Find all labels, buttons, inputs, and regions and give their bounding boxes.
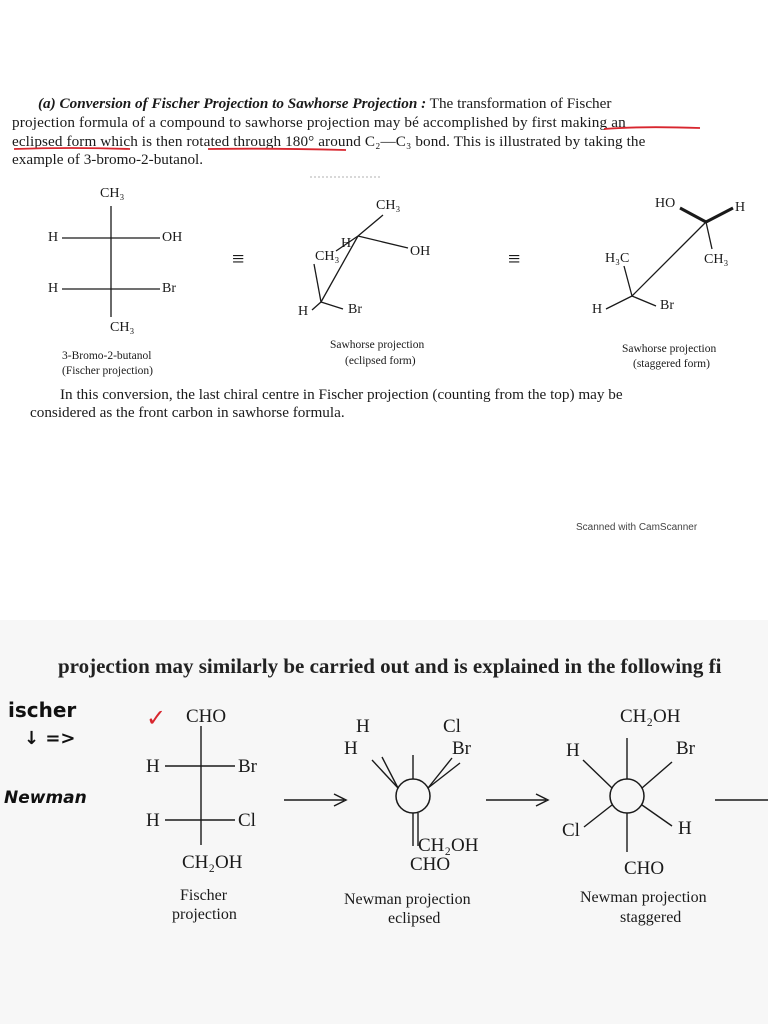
equiv-sign-2: ≡	[508, 246, 521, 271]
newman-staggered-cho: CHO	[624, 858, 665, 879]
newman-eclipsed-h-b: H	[344, 738, 358, 759]
red-check-mark: ✓	[146, 706, 167, 732]
newman-eclipsed-br: Br	[452, 738, 471, 759]
bottom-fischer-caption-1: Fischer	[180, 887, 228, 904]
eclipsed-br: Br	[348, 302, 362, 317]
eclipsed-oh: OH	[410, 244, 431, 259]
newman-eclipsed-h-a: H	[356, 716, 370, 737]
fischer-h-2: H	[48, 281, 59, 296]
section-heading: (a) Conversion of Fischer Projection to Sawhorse Projection :	[38, 95, 427, 112]
newman-staggered-h-right: H	[678, 818, 692, 839]
newman-staggered-h-left: H	[566, 740, 580, 761]
footer-line-1: In this conversion, the last chiral centre in Fischer projection (counting from the top) may be	[60, 386, 623, 403]
newman-eclipsed-ch2oh: CH₂OH	[418, 835, 479, 856]
eclipsed-h: H	[341, 236, 352, 251]
staggered-h3c: H₃C	[605, 251, 630, 266]
bottom-fischer-h-2: H	[146, 810, 160, 831]
fischer-h-1: H	[48, 230, 59, 245]
bottom-fischer-cho: CHO	[186, 706, 227, 727]
para-line-1: The transformation of Fischer	[429, 95, 612, 112]
para-line-4: example of 3-bromo-2-butanol.	[12, 151, 204, 168]
bottom-fischer-ch2oh: CH₂OH	[182, 852, 243, 873]
newman-staggered-lines	[0, 620, 768, 1024]
eclipsed-ch3-left: CH₃	[315, 249, 340, 264]
staggered-ho: HO	[655, 196, 676, 211]
bottom-fischer-caption-2: projection	[172, 906, 237, 923]
top-scan-panel	[0, 84, 768, 432]
staggered-h-bottom: H	[592, 302, 603, 317]
staggered-ch3-right: CH₃	[704, 252, 729, 267]
newman-eclipsed-caption-1: Newman projection	[344, 891, 471, 908]
footer-line-2: considered as the front carbon in sawhorse formula.	[30, 404, 345, 421]
newman-staggered-caption-2: staggered	[620, 909, 682, 926]
newman-eclipsed-cho: CHO	[410, 854, 451, 875]
newman-staggered-cl: Cl	[562, 820, 580, 841]
camscanner-watermark: Scanned with CamScanner	[576, 522, 698, 533]
staggered-h-top: H	[735, 200, 746, 215]
eclipsed-h-bottom: H	[298, 304, 309, 319]
eclipsed-caption-1: Sawhorse projection	[330, 339, 425, 351]
bottom-fischer-br: Br	[238, 756, 257, 777]
handwritten-note-3: Newman	[4, 788, 87, 808]
fischer-bottom-ch3: CH₃	[110, 320, 135, 335]
newman-staggered-caption-1: Newman projection	[580, 889, 707, 906]
fischer-top-ch3: CH₃	[100, 186, 125, 201]
staggered-caption-1: Sawhorse projection	[622, 343, 717, 355]
newman-eclipsed-cl: Cl	[443, 716, 461, 737]
newman-staggered-br: Br	[676, 738, 695, 759]
handwritten-note-2: ↓ =>	[24, 728, 76, 749]
staggered-caption-2: (staggered form)	[633, 358, 710, 370]
fischer-br: Br	[162, 281, 176, 296]
bottom-fischer-h-1: H	[146, 756, 160, 777]
fischer-caption-1: 3-Bromo-2-butanol	[62, 350, 152, 362]
bottom-fischer-cl: Cl	[238, 810, 256, 831]
fischer-caption-2: (Fischer projection)	[62, 365, 154, 377]
bottom-intro-line: projection may similarly be carried out and is explained in the following fi	[58, 654, 722, 678]
newman-eclipsed-caption-2: eclipsed	[388, 910, 441, 927]
sawhorse-staggered-lines	[0, 84, 768, 432]
staggered-br: Br	[660, 298, 674, 313]
newman-staggered-ch2oh: CH₂OH	[620, 706, 681, 727]
fischer-oh: OH	[162, 230, 183, 245]
eclipsed-ch3-top: CH₃	[376, 198, 401, 213]
eclipsed-caption-2: (eclipsed form)	[345, 355, 416, 367]
bottom-photo-panel	[0, 620, 768, 1024]
para-line-3: eclipsed form which is then rotated through 180° around C₂—C₃ bond. This is illustrated by taking the	[12, 133, 646, 150]
equiv-sign-1: ≡	[232, 246, 245, 271]
handwritten-note-1: ischer	[8, 698, 77, 722]
para-line-2: projection formula of a compound to sawhorse projection may bé accomplished by first making an	[12, 114, 626, 131]
